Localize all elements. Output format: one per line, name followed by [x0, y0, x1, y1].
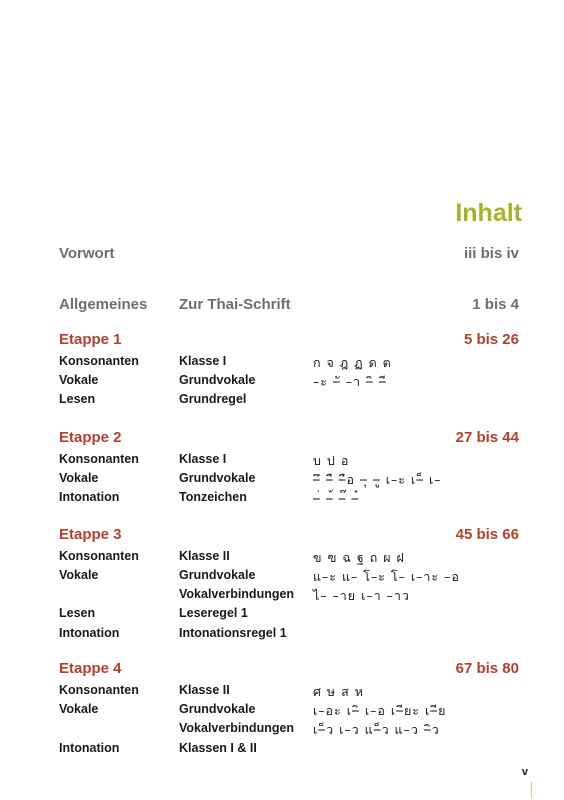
etappe-4-row-1-topic: Klasse II [179, 683, 230, 697]
etappe-2-row-2-category: Vokale [59, 471, 99, 485]
etappe-1-row-2-thai: –ะ –ั –า –ิ –ี [313, 374, 387, 389]
etappe-4-row-4-topic: Klassen I & II [179, 741, 257, 755]
etappe-4-row-2-category: Vokale [59, 702, 99, 716]
etappe-2-range: 27 bis 44 [455, 429, 519, 446]
etappe-1-row-2-category: Vokale [59, 373, 99, 387]
etappe-1-row-1-topic: Klasse I [179, 354, 227, 368]
etappe-2-row-3-category: Intonation [59, 490, 120, 504]
etappe-4-row-1-category: Konsonanten [59, 683, 139, 697]
etappe-3-row-4-category: Lesen [59, 606, 96, 620]
etappe-1-title: Etappe 1 [59, 331, 122, 348]
etappe-4-row-1-thai: ศ ษ ส ห [313, 684, 364, 699]
etappe-3-row-2-thai: แ–ะ แ– โ–ะ โ– เ–าะ –อ [313, 569, 460, 584]
etappe-3-row-2-category: Vokale [59, 568, 99, 582]
vorwort-range: iii bis iv [463, 245, 519, 262]
etappe-4-title: Etappe 4 [59, 660, 122, 677]
etappe-3-row-1-topic: Klasse II [179, 549, 230, 563]
etappe-3-row-2-topic: Grundvokale [179, 568, 256, 582]
etappe-3-row-5-category: Intonation [59, 626, 120, 640]
etappe-3-title: Etappe 3 [59, 526, 122, 543]
etappe-1-row-1-thai: ก จ ฎ ฏ ด ต [313, 355, 392, 370]
etappe-4-row-2-topic: Grundvokale [179, 702, 256, 716]
page-title: Inhalt [455, 199, 522, 227]
etappe-3-range: 45 bis 66 [455, 526, 519, 543]
etappe-1-range: 5 bis 26 [463, 331, 519, 348]
etappe-2-row-3-thai: –่ –้ –๊ –๋ [313, 491, 360, 506]
etappe-2-title: Etappe 2 [59, 429, 122, 446]
etappe-3-row-5-topic: Intonationsregel 1 [179, 626, 287, 640]
etappe-1-row-2-topic: Grundvokale [179, 373, 256, 387]
etappe-4-row-4-category: Intonation [59, 741, 120, 755]
etappe-1-row-3-topic: Grundregel [179, 392, 247, 406]
etappe-2-row-1-topic: Klasse I [179, 452, 227, 466]
etappe-2-row-2-thai: –ึ –ื –ือ –ุ –ู เ–ะ เ–็ เ– [313, 472, 442, 487]
etappe-4-row-3-thai: เ–็ว เ–ว แ–็ว แ–ว –ิว [313, 722, 440, 737]
etappe-2-row-2-topic: Grundvokale [179, 471, 256, 485]
allgemeines-topic: Zur Thai-Schrift [179, 296, 291, 313]
allgemeines-range: 1 bis 4 [472, 296, 519, 313]
etappe-3-row-3-topic: Vokalverbindungen [179, 587, 295, 601]
etappe-2-row-3-topic: Tonzeichen [179, 490, 247, 504]
etappe-3-row-1-category: Konsonanten [59, 549, 139, 563]
page-marker-line [531, 782, 532, 798]
etappe-3-row-3-thai: ไ– –าย เ–า –าว [313, 588, 410, 603]
etappe-3-row-1-thai: ข ฃ ฉ ฐ ถ ผ ฝ [313, 550, 405, 565]
etappe-1-row-1-category: Konsonanten [59, 354, 139, 368]
etappe-2-row-1-category: Konsonanten [59, 452, 139, 466]
allgemeines-label: Allgemeines [59, 296, 148, 313]
page-number: v [521, 766, 528, 778]
etappe-4-range: 67 bis 80 [455, 660, 519, 677]
etappe-1-row-3-category: Lesen [59, 392, 96, 406]
etappe-2-row-1-thai: บ ป อ [313, 453, 350, 468]
etappe-3-row-4-topic: Leseregel 1 [179, 606, 248, 620]
vorwort-label: Vorwort [59, 245, 115, 262]
etappe-4-row-2-thai: เ–อะ เ–ิ เ–อ เ–ียะ เ–ีย [313, 703, 447, 718]
etappe-4-row-3-topic: Vokalverbindungen [179, 721, 295, 735]
